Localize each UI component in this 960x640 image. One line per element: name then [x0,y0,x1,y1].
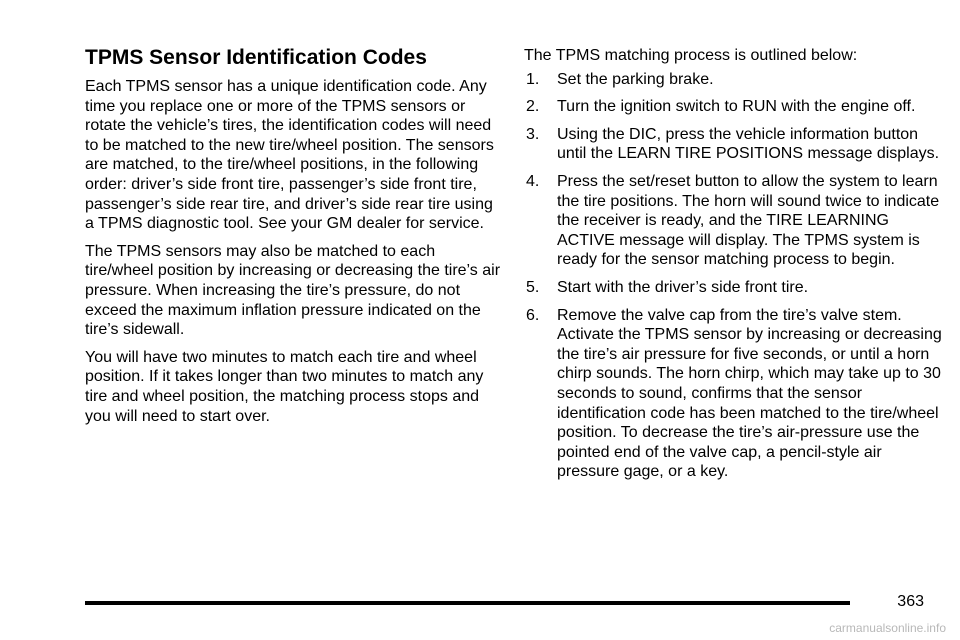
step-item [524,70,944,90]
footer-rule [85,601,850,605]
step-item [524,97,944,117]
paragraph: Each TPMS sensor has a unique identification code. Any time you replace one or more of the TPMS sensors or rotate the vehicle’s tires, the identification codes will need to be matched to the new tire/wheel position. The sensors are matched, to the tire/wheel positions, in the following order: driver’s side front tire, passenger’s side front tire, passenger’s side rear tire, and driver’s side rear tire using a TPMS diagnostic tool. See your GM dealer for service. [85,78,494,233]
step-text: Using the DIC, press the vehicle information button until the LEARN TIRE POSITIONS message displays. [557,125,940,163]
paragraph: The TPMS sensors may also be matched to each tire/wheel position by increasing or decreasing the tire’s air pressure. When increasing the tire’s pressure, do not exceed the maximum inflation pressure indicated on the tire’s sidewall. [85,242,501,339]
site-watermark: carmanualsonline.info [829,621,946,635]
step-number: 6. [526,306,540,324]
step-item [524,306,944,482]
right-column [524,46,944,490]
step-number: 2. [526,98,540,116]
paragraph: You will have two minutes to match each tire and wheel position. If it takes longer than two minutes to match any tire and wheel position, the matching process stops and you will need to start over. [85,348,484,425]
step-number: 5. [526,278,540,296]
step-item [524,172,944,270]
step-text: Turn the ignition switch to RUN with the engine off. [557,98,916,116]
left-column [85,46,505,434]
step-number: 3. [526,125,540,143]
step-item [524,278,944,298]
step-number: 1. [526,70,540,88]
step-text: Set the parking brake. [557,70,714,88]
step-item [524,125,944,164]
steps-intro: The TPMS matching process is outlined below: [524,47,858,64]
steps-list [524,70,944,482]
step-text: Remove the valve cap from the tire’s valve stem. Activate the TPMS sensor by increasing or decreasing the tire’s air pressure for five seconds, or until a horn chirp sounds. The horn chirp, which may take up to 30 seconds to sound, confirms that the sensor identification code has been matched to the tire/wheel position. To decrease the tire’s air-pressure use the pointed end of the valve cap, a pencil-style air pressure gage, or a key. [557,306,942,481]
page-number: 363 [897,593,924,610]
section-heading: TPMS Sensor Identification Codes [85,46,427,69]
step-text: Press the set/reset button to allow the system to learn the tire positions. The horn will sound twice to indicate the receiver is ready, and the TIRE LEARNING ACTIVE message will display. The TPMS system is ready for the sensor matching process to begin. [557,172,940,269]
step-text: Start with the driver’s side front tire. [557,278,809,296]
step-number: 4. [526,172,540,190]
